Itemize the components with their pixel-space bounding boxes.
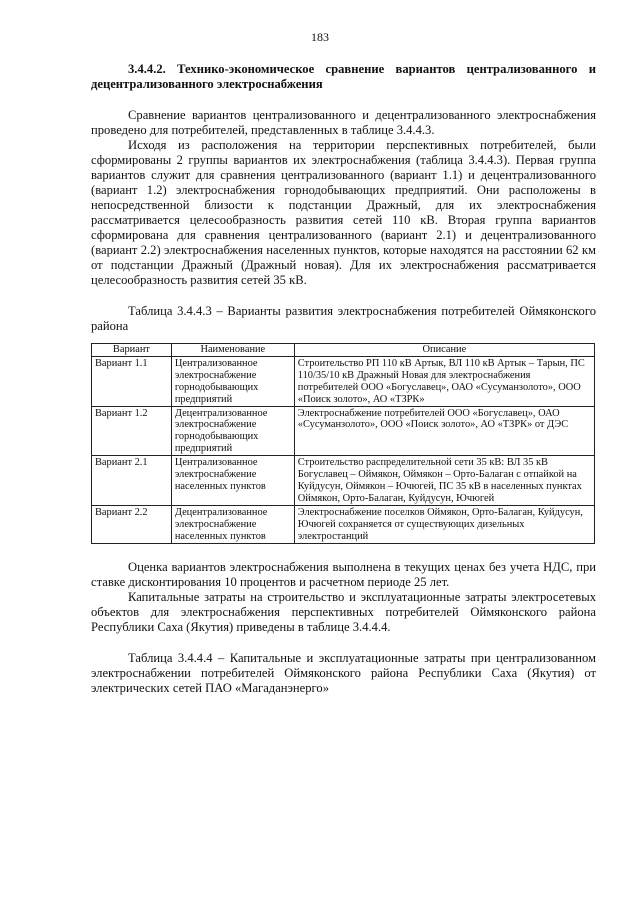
cell-name: Централизованное электроснабжение горнодобывающих предприятий xyxy=(171,356,294,406)
header-name: Наименование xyxy=(171,344,294,357)
cell-name: Децентрализованное электроснабжение горнодобывающих предприятий xyxy=(171,406,294,456)
cell-variant: Вариант 2.1 xyxy=(92,456,172,506)
cell-description: Электроснабжение поселков Оймякон, Орто-Балаган, Куйдусун, Ючюгей сохраняется от существующих дизельных электростанций xyxy=(294,505,594,543)
cell-variant: Вариант 1.1 xyxy=(92,356,172,406)
cell-variant: Вариант 1.2 xyxy=(92,406,172,456)
cell-name: Децентрализованное электроснабжение населенных пунктов xyxy=(171,505,294,543)
paragraph-evaluation: Оценка вариантов электроснабжения выполнена в текущих ценах без учета НДС, при ставке дисконтирования 10 процентов и расчетном периоде 25 лет. xyxy=(91,559,596,589)
table-row xyxy=(92,356,595,406)
table-caption: Таблица 3.4.4.3 – Варианты развития электроснабжения потребителей Оймяконского района xyxy=(91,304,596,333)
cell-description: Строительство распределительной сети 35 кВ: ВЛ 35 кВ Богуславец – Оймякон, Оймякон – Орто-Балаган с отпайкой на Куйдусун, Оймякон – Ючюгей, ПС 35 кВ в населенных пунктах Оймякон, Орто-Балаган, Куйдусун, Ючюгей xyxy=(294,456,594,506)
table-row xyxy=(92,456,595,506)
page-content xyxy=(91,62,596,696)
section-heading: 3.4.4.2. Технико-экономическое сравнение вариантов централизованного и децентрализованного электроснабжения xyxy=(91,62,596,91)
cell-name: Централизованное электроснабжение населенных пунктов xyxy=(171,456,294,506)
cell-description: Электроснабжение потребителей ООО «Богуславец», ОАО «Сусуманзолото», ООО «Поиск золото», АО «ТЗРК» от ДЭС xyxy=(294,406,594,456)
cell-variant: Вариант 2.2 xyxy=(92,505,172,543)
table-row xyxy=(92,505,595,543)
cell-description: Строительство РП 110 кВ Артык, ВЛ 110 кВ Артык – Тарын, ПС 110/35/10 кВ Дражный Новая для электроснабжения потребителей ООО «Богуславец», ОАО «Сусуманзолото», ООО «Поиск золото», АО «ТЗРК» xyxy=(294,356,594,406)
header-description: Описание xyxy=(294,344,594,357)
header-variant: Вариант xyxy=(92,344,172,357)
page-number: 183 xyxy=(311,30,329,44)
table-row xyxy=(92,406,595,456)
paragraph-variant-groups: Исходя из расположения на территории перспективных потребителей, были сформированы 2 группы вариантов их электроснабжения (таблица 3.4.4.3). Первая группа вариантов служит для сравнения централизованного (вариант 1.1) и децентрализованного (вариант 1.2) электроснабжения горнодобывающих предприятий. Они расположены в непосредственной близости к подстанции Дражный, для их электроснабжения рассматривается целесообразность развития сетей 110 кВ. Вторая группа вариантов сформирована для сравнения централизованного (вариант 2.1) и децентрализованного (вариант 2.2) электроснабжения населенных пунктов, которые находятся на расстоянии 62 км от подстанции Дражный (Дражный новая). Для их электроснабжения рассматривается целесообразность развития сетей 35 кВ. xyxy=(91,138,596,287)
table-header-row xyxy=(92,344,595,357)
table2-caption: Таблица 3.4.4.4 – Капитальные и эксплуатационные затраты при централизованном электроснабжении потребителей Оймяконского района Республики Саха (Якутия) от электрических сетей ПАО «Магаданэнерго» xyxy=(91,650,596,695)
variants-table xyxy=(91,343,595,544)
paragraph-capital-costs: Капитальные затраты на строительство и эксплуатационные затраты электросетевых объектов для электроснабжения перспективных потребителей Оймяконского района Республики Саха (Якутия) приведены в таблице 3.4.4.4. xyxy=(91,589,596,634)
paragraph-comparison-intro: Сравнение вариантов централизованного и децентрализованного электроснабжения проведено для потребителей, представленных в таблице 3.4.4.3. xyxy=(91,108,596,137)
